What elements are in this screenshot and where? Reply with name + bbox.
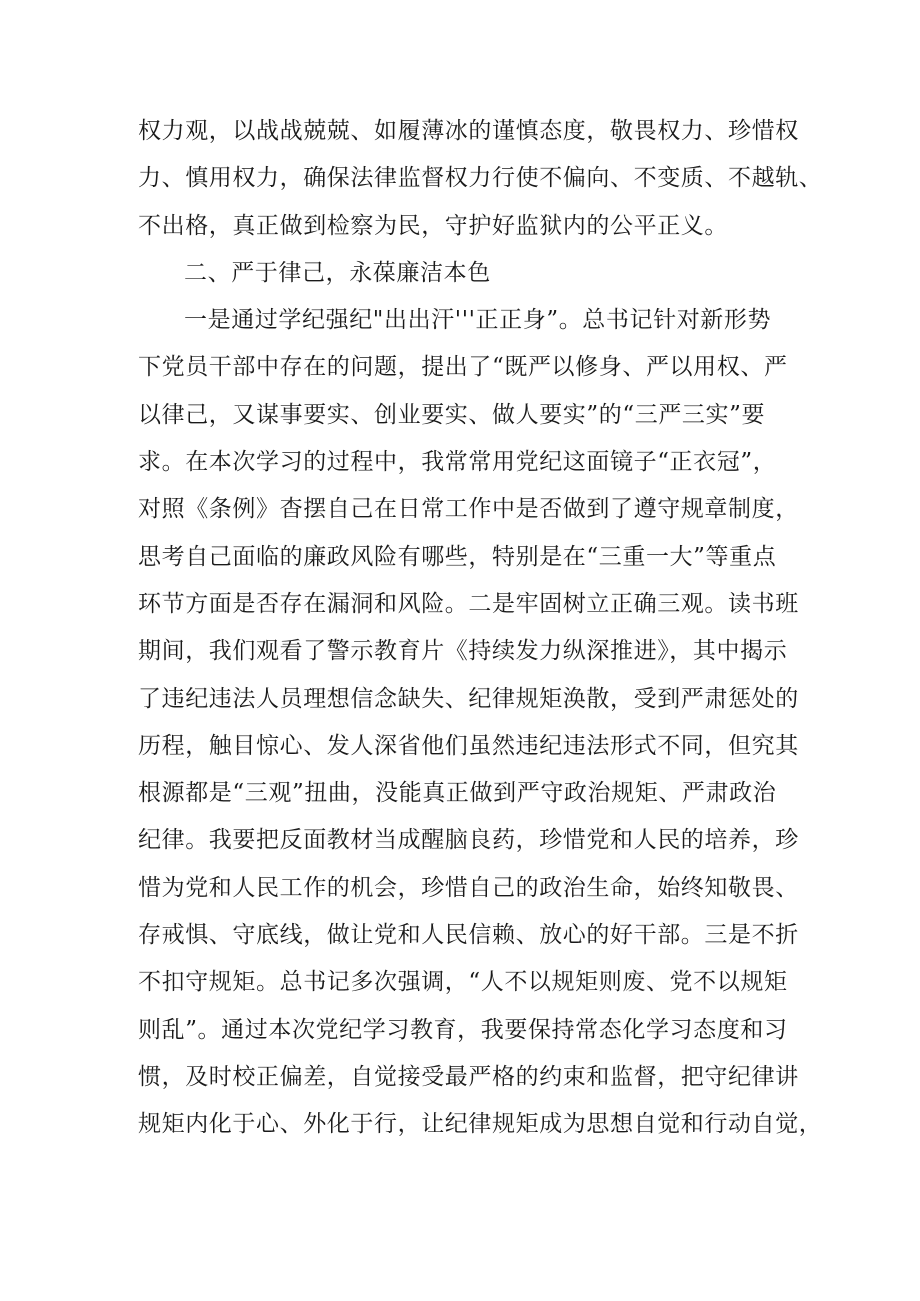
text-line: 思考自己面临的廉政风险有哪些，特别是在“三重一大”等重点 (138, 543, 777, 570)
text-line: 对照《条例》杳摆自己在日常工作中是否做到了遵守规章制度， (138, 496, 799, 523)
text-line: 根源都是“三观”扭曲，没能真正做到严守政治规矩、严肃政治 (138, 780, 777, 807)
text-line: 不出格，真正做到检察为民，守护好监狱内的公平正义。 (138, 212, 728, 239)
text-line: 规矩内化于心、外化于行，让纪律规矩成为思想自觉和行动自觉， (138, 1111, 823, 1138)
document-body (138, 108, 823, 1149)
text-line: 力、慎用权力，确保法律监督权力行使不偏向、不变质、不越轨、 (138, 165, 823, 192)
text-line: 以律己，又谋事要实、创业要实、做人要实”的“三严三实”要 (138, 401, 766, 428)
text-line: 不扣守规矩。总书记多次强调，“人不以规矩则废、党不以规矩 (138, 969, 788, 996)
text-line: 惯，及时校正偏差，自觉接受最严格的约束和监督，把守纪律讲 (138, 1063, 799, 1090)
text-line: 了违纪违法人员理想信念缺失、纪律规矩涣散，受到严肃惩处的 (138, 685, 799, 712)
text-line: 下党员干部中存在的问题，提出了“既严以修身、严以用权、严 (138, 354, 788, 381)
paragraph-first-line: 一是通过学纪强纪"出出汗'''正正身”。总书记针对新形势 (184, 307, 772, 334)
text-line: 期间，我们观看了警示教育片《持续发力纵深推进》，其中揭示 (138, 638, 788, 665)
text-line: 权力观，以战战兢兢、如履薄冰的谨慎态度，敬畏权力、珍惜权 (138, 118, 799, 144)
text-line: 惜为党和人民工作的机会，珍惜自己的政治生命，始终知敬畏、 (138, 874, 799, 901)
text-line: 环节方面是否存在漏洞和风险。二是牢固树立正确三观。读书班 (138, 590, 799, 617)
text-line: 存戒惧、守底线，做让党和人民信赖、放心的好干部。三是不折 (138, 922, 799, 949)
text-line: 历程，触目惊心、发人深省他们虽然违纪违法形式不同，但究其 (138, 732, 799, 759)
text-line: 纪律。我要把反面教材当成醒脑良药，珍惜党和人民的培养，珍 (138, 827, 799, 854)
text-line: 求。在本次学习的过程中，我常常用党纪这面镜子“正衣冠”， (138, 449, 777, 476)
text-line: 则乱”。通过本次党纪学习教育，我要保持常态化学习态度和习 (138, 1016, 788, 1043)
paragraph-first-line: 二、严于律己，永葆廉洁本色 (184, 259, 491, 286)
